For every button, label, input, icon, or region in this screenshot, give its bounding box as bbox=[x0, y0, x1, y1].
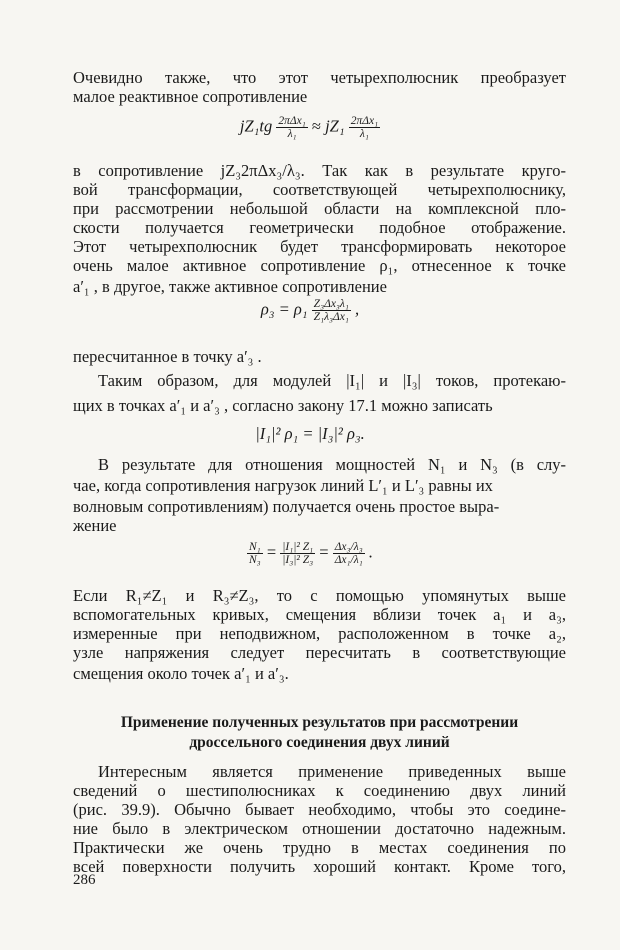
text-line: (рис. 39.9). Обычно бывает необходимо, чтобы это соедине- bbox=[73, 800, 566, 819]
text-line: Таким образом, для модулей |I₁| и |I₃| токов, протекаю- bbox=[98, 371, 566, 390]
text-line: ние было в электрическом отношении достаточно надежным. bbox=[73, 819, 566, 838]
paragraph-3 bbox=[73, 347, 566, 366]
text-line: очень малое активное сопротивление ρ₁, отнесенное к точке bbox=[73, 256, 566, 275]
eq4-f1-numerator: N₁ bbox=[249, 541, 261, 553]
heading-line: Применение полученных результатов при рассмотрении bbox=[120, 714, 519, 731]
eq1-f2-numerator: 2πΔx₁ bbox=[350, 115, 379, 127]
eq1-rhs: jZ₁ bbox=[325, 116, 345, 136]
text-line: пересчитанное в точку a′₃ . bbox=[73, 347, 262, 366]
eq4-f2-denominator: |I₃|² Z₃ bbox=[282, 554, 314, 566]
eq2-numerator: Z₃Δx₃λ₁ bbox=[313, 298, 349, 310]
paragraph-6 bbox=[73, 586, 566, 683]
equation-3: |I₁|² ρ₁ = |I₃|² ρ₃. bbox=[255, 424, 365, 443]
text-line: жение bbox=[73, 516, 117, 535]
text-line: в сопротивление jZ₃2πΔx₃/λ₃. Так как в результате круго- bbox=[73, 161, 566, 180]
page-number: 286 bbox=[73, 872, 96, 888]
text-line: Практически же очень трудно в местах соединения по bbox=[73, 838, 566, 857]
eq4-f2-numerator: |I₁|² Z₁ bbox=[282, 541, 314, 553]
eq4-f3-denominator: Δx₁/λ₁ bbox=[334, 554, 363, 566]
eq4-fraction-1 bbox=[247, 541, 263, 566]
text-line: a′₁ , в другое, также активное сопротивление bbox=[73, 277, 387, 296]
paragraph-5 bbox=[73, 455, 566, 535]
eq1-f1-denominator: λ₁ bbox=[287, 128, 297, 140]
text-line: всей поверхности получить хороший контакт. Кроме того, bbox=[73, 857, 566, 876]
section-heading bbox=[73, 713, 566, 753]
equation-2 bbox=[0, 298, 620, 323]
text-line: измеренные при неподвижном, расположенном в точке a₂, bbox=[73, 624, 566, 643]
eq1-lhs: jZ₁tg bbox=[239, 116, 273, 136]
text-line: волновым сопротивлениям) получается очень простое выра- bbox=[73, 497, 500, 516]
text-line: скости получается геометрически подобное отображение. bbox=[73, 218, 566, 237]
text-line: чае, когда сопротивления нагрузок линий L′₁ и L′₃ равны их bbox=[73, 476, 493, 495]
eq2-denominator: Z₁λ₃Δx₁ bbox=[313, 311, 349, 323]
eq4-equals-1: = bbox=[266, 542, 277, 562]
eq1-f2-denominator: λ₁ bbox=[359, 128, 369, 140]
equation-1 bbox=[0, 115, 620, 140]
eq4-fraction-3 bbox=[333, 541, 365, 566]
paragraph-7 bbox=[73, 762, 566, 876]
eq4-f1-denominator: N₃ bbox=[249, 554, 261, 566]
heading-line: дроссельного соединения двух линий bbox=[189, 734, 450, 751]
text-line: сведений о шестиполюсниках к соединению двух линий bbox=[73, 781, 566, 800]
text-line: Если R₁≠Z₁ и R₃≠Z₃, то с помощью упомянутых выше bbox=[73, 586, 566, 605]
eq4-f3-numerator: Δx₃/λ₃ bbox=[334, 541, 363, 553]
paragraph-1 bbox=[73, 68, 566, 106]
text-line: Этот четырехполюсник будет трансформировать некоторое bbox=[73, 237, 566, 256]
text-line: щих в точках a′₁ и a′₃ , согласно закону 17.1 можно записать bbox=[73, 396, 493, 415]
text-line: при рассмотрении небольшой области на комплексной пло- bbox=[73, 199, 566, 218]
text-line: малое реактивное сопротивление bbox=[73, 87, 308, 106]
eq2-lhs: ρ₃ = ρ₁ bbox=[260, 299, 308, 319]
text-line: Интересным является применение приведенных выше bbox=[98, 762, 566, 781]
eq4-equals-2: = bbox=[319, 542, 329, 562]
eq1-fraction-2 bbox=[349, 115, 380, 140]
eq2-tail: , bbox=[355, 299, 360, 319]
eq4-fraction-2 bbox=[280, 541, 315, 566]
text-line: Очевидно также, что этот четырехполюсник преобразует bbox=[73, 68, 566, 87]
text-line: узле напряжения следует пересчитать в соответствующие bbox=[73, 643, 566, 662]
text-line: В результате для отношения мощностей N₁ и N₃ (в слу- bbox=[98, 455, 566, 474]
eq4-tail: . bbox=[368, 542, 373, 562]
text-line: вой трансформации, соответствующей четырехполюснику, bbox=[73, 180, 566, 199]
eq2-fraction bbox=[312, 298, 351, 323]
paragraph-2 bbox=[73, 161, 566, 296]
text-line: смещения около точек a′₁ и a′₃. bbox=[73, 664, 289, 683]
text-line: вспомогательных кривых, смещения вблизи точек a₁ и a₃, bbox=[73, 605, 566, 624]
eq1-f1-numerator: 2πΔx₁ bbox=[278, 115, 306, 127]
eq1-fraction-1 bbox=[276, 115, 307, 140]
paragraph-4 bbox=[73, 371, 566, 415]
equation-4 bbox=[0, 541, 620, 566]
eq1-approx: ≈ bbox=[311, 116, 321, 136]
